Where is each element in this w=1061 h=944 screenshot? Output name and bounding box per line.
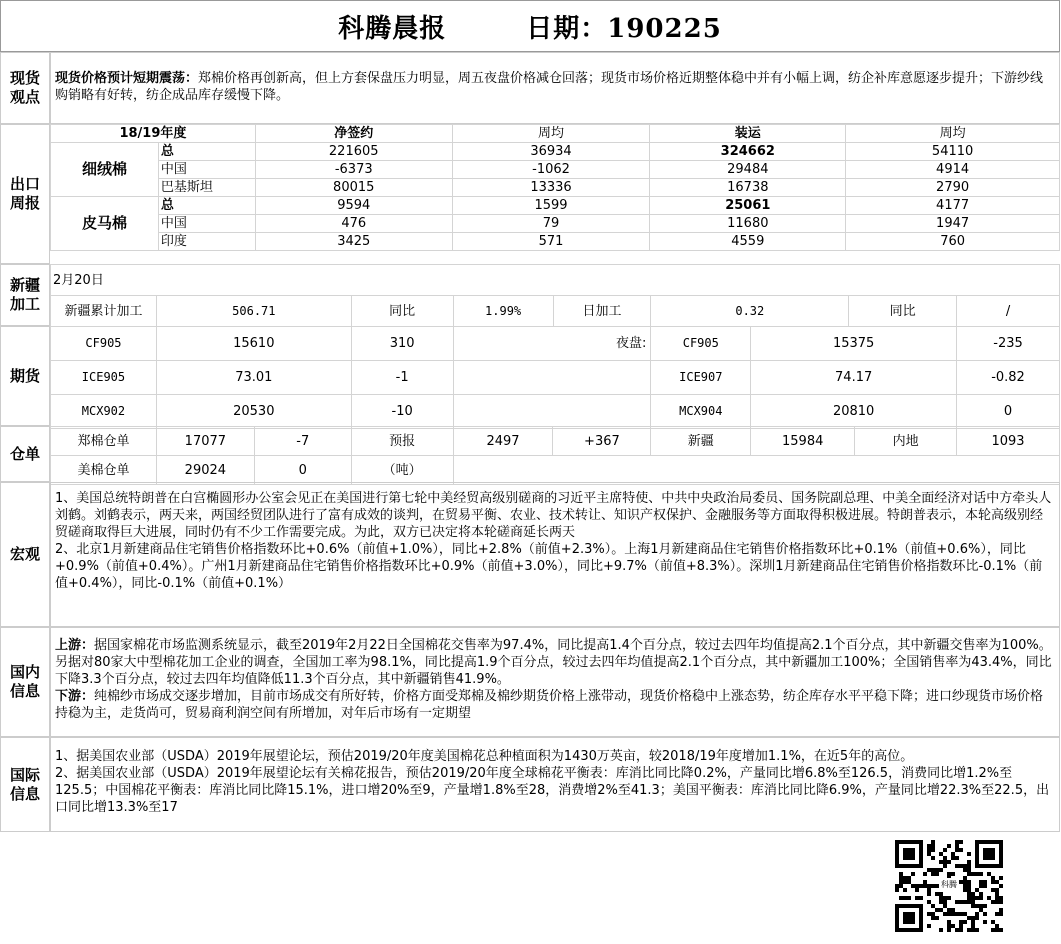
- xinjiang-day-value: 0.32: [651, 296, 849, 327]
- domestic-upstream-label: 上游：: [55, 638, 95, 653]
- export-week2: 4914: [846, 161, 1060, 179]
- warehouse-zc-label: 郑棉仓单: [51, 427, 157, 456]
- export-week1: 36934: [452, 143, 650, 161]
- futures-night-price: 15375: [751, 327, 957, 361]
- export-ship: 16738: [650, 179, 846, 197]
- spot-body: 郑棉价格再创新高，但上方套保盘压力明显，周五夜盘价格减仓回落；现货市场价格近期整体稳中并有小幅上调，纺企补库意愿逐步提升；下游纱线购销略有好转，纺企成品库存缓慢下降。: [55, 71, 1044, 103]
- export-net: 80015: [255, 179, 452, 197]
- export-week2: 4177: [846, 197, 1060, 215]
- warehouse-us-value: 29024: [156, 456, 254, 485]
- spot-headline: 现货价格预计短期震荡：: [55, 71, 199, 86]
- export-ship: 25061: [650, 197, 846, 215]
- futures-night-change: 0: [957, 395, 1060, 429]
- export-group-fine: 细绒棉: [51, 143, 159, 197]
- report-date: 日期：190225: [526, 13, 722, 44]
- futures-change: -10: [351, 395, 453, 429]
- export-country: 印度: [158, 233, 255, 251]
- futures-change: 310: [351, 327, 453, 361]
- futures-night-change: -235: [957, 327, 1060, 361]
- macro-text: [55, 490, 1055, 592]
- warehouse-xinjiang-label: 新疆: [651, 427, 751, 456]
- futures-contract: ICE905: [51, 361, 157, 395]
- futures-night-price: 20810: [751, 395, 957, 429]
- macro-item: 2、北京1月新建商品住宅销售价格指数环比+0.6%（前值+1.0%），同比+2.8%（前值+2.3%）。上海1月新建商品住宅销售价格指数环比+0.1%（前值+0.6%），同比+0.9%（前值+0.4%）。广州1月新建商品住宅销售价格指数环比+0.9%（前值+3.0%），同比+9.7%（前值+8.3%）。深圳1月新建商品住宅销售价格指数环比-0.1%（前值+0.4%），同比-0.1%（前值+0.1%）: [55, 542, 1043, 591]
- export-week1: 13336: [452, 179, 650, 197]
- intl-item: 1、据美国农业部（USDA）2019年展望论坛，预估2019/20年度美国棉花总种植面积为1430万英亩，较2018/19年度增加1.1%，在近5年的高位。: [55, 749, 914, 764]
- export-week2: 1947: [846, 215, 1060, 233]
- section-label-warehouse: 仓单: [0, 426, 50, 482]
- domestic-downstream-label: 下游：: [55, 689, 95, 704]
- warehouse-table: [50, 426, 1060, 485]
- export-ship: 29484: [650, 161, 846, 179]
- export-country: 中国: [158, 161, 255, 179]
- export-country: 总: [158, 197, 255, 215]
- xinjiang-cum-label: 新疆累计加工: [51, 296, 157, 327]
- export-header-net: 净签约: [255, 125, 452, 143]
- export-header-week2: 周均: [846, 125, 1060, 143]
- futures-price: 73.01: [156, 361, 351, 395]
- export-ship: 11680: [650, 215, 846, 233]
- warehouse-forecast-value: 2497: [453, 427, 553, 456]
- warehouse-xinjiang-value: 15984: [751, 427, 855, 456]
- warehouse-forecast-label: 预报: [351, 427, 453, 456]
- spot-view-text: [55, 70, 1055, 104]
- warehouse-zc-value: 17077: [156, 427, 254, 456]
- export-table: [50, 124, 1060, 251]
- futures-change: -1: [351, 361, 453, 395]
- intl-item: 2、据美国农业部（USDA）2019年展望论坛有关棉花报告，预估2019/20年度全球棉花平衡表：库消比同比降0.2%，产量同比增6.8%至126.5，消费同比增1.2%至125.5；中国棉花平衡表：库消比同比降15.1%，进口增20%至9，产量增1.8%至28，消费增2%至41.3；美国平衡表：库消比同比降6.9%，产量同比增22.3%至22.5，出口同比增13.3%至17: [55, 766, 1050, 815]
- xinjiang-yoy2-label: 同比: [849, 296, 957, 327]
- report-header: [0, 0, 1060, 52]
- export-ship: 324662: [650, 143, 846, 161]
- intl-text: [55, 748, 1055, 816]
- section-label-macro: 宏观: [0, 482, 50, 627]
- warehouse-inland-label: 内地: [855, 427, 957, 456]
- domestic-upstream-text: 据国家棉花市场监测系统显示，截至2019年2月22日全国棉花交售率为97.4%，同比提高1.4个百分点，较过去四年均值提高2.1个百分点，其中新疆交售率为100%。另据对80家大中型棉花加工企业的调查，全国加工率为98.1%，同比提高1.9个百分点，较过去四年均值提高2.1个百分点，其中新疆加工100%；全国销售率为43.4%，同比下降3.3个百分点，较过去四年均值降低11.3个百分点，其中新疆销售41.9%。: [55, 638, 1052, 687]
- xinjiang-yoy2-value: /: [957, 296, 1060, 327]
- xinjiang-yoy-label: 同比: [351, 296, 453, 327]
- futures-night-contract: ICE907: [651, 361, 751, 395]
- xinjiang-date: 2月20日: [51, 265, 1060, 296]
- export-week1: 1599: [452, 197, 650, 215]
- warehouse-forecast-change: +367: [553, 427, 651, 456]
- warehouse-zc-change: -7: [254, 427, 351, 456]
- xinjiang-table: [50, 264, 1060, 327]
- macro-item: 1、美国总统特朗普在白宫椭圆形办公室会见正在美国进行第七轮中美经贸高级别磋商的习近平主席特使、中共中央政治局委员、国务院副总理、中美全面经济对话中方牵头人刘鹤。刘鹤表示，两天来，两国经贸团队进行了富有成效的谈判，在贸易平衡、农业、技术转让、知识产权保护、金融服务等方面取得积极进展。特朗普表示，本轮高级别经贸磋商取得巨大进展，同时仍有不少工作需要完成。为此，双方已决定将本轮磋商延长两天: [55, 491, 1052, 540]
- futures-night-label: 夜盘:: [553, 327, 651, 361]
- export-header-ship: 装运: [650, 125, 846, 143]
- futures-night-change: -0.82: [957, 361, 1060, 395]
- export-net: -6373: [255, 161, 452, 179]
- export-week1: 79: [452, 215, 650, 233]
- export-ship: 4559: [650, 233, 846, 251]
- warehouse-unit: （吨）: [351, 456, 453, 485]
- domestic-text: [55, 637, 1055, 722]
- export-week2: 54110: [846, 143, 1060, 161]
- export-net: 3425: [255, 233, 452, 251]
- export-country: 总: [158, 143, 255, 161]
- xinjiang-day-label: 日加工: [553, 296, 651, 327]
- futures-price: 20530: [156, 395, 351, 429]
- qr-code-icon: [895, 840, 1003, 932]
- futures-night-price: 74.17: [751, 361, 957, 395]
- futures-night-contract: CF905: [651, 327, 751, 361]
- warehouse-us-change: 0: [254, 456, 351, 485]
- warehouse-us-label: 美棉仓单: [51, 456, 157, 485]
- domestic-downstream-text: 纯棉纱市场成交逐步增加，目前市场成交有所好转，价格方面受郑棉及棉纱期货价格上涨带动，现货价格稳中上涨态势，纺企库存水平平稳下降；进口纱现货市场价格持稳为主，走货尚可，贸易商利润空间有所增加，对年后市场有一定期望: [55, 689, 1044, 721]
- export-group-pima: 皮马棉: [51, 197, 159, 251]
- export-week1: 571: [452, 233, 650, 251]
- section-label-domestic: 国内 信息: [0, 627, 50, 737]
- futures-contract: CF905: [51, 327, 157, 361]
- export-week2: 2790: [846, 179, 1060, 197]
- xinjiang-yoy-value: 1.99%: [453, 296, 553, 327]
- futures-table: [50, 326, 1060, 429]
- section-label-intl: 国际 信息: [0, 737, 50, 832]
- xinjiang-cum-value: 506.71: [156, 296, 351, 327]
- report-title: 科腾晨报: [338, 13, 447, 44]
- export-header-week1: 周均: [452, 125, 650, 143]
- section-label-spot: 现货 观点: [0, 52, 50, 124]
- export-country: 中国: [158, 215, 255, 233]
- export-week2: 760: [846, 233, 1060, 251]
- futures-night-contract: MCX904: [651, 395, 751, 429]
- export-net: 221605: [255, 143, 452, 161]
- section-label-xinjiang: 新疆 加工: [0, 264, 50, 326]
- section-label-export: 出口 周报: [0, 124, 50, 264]
- export-net: 9594: [255, 197, 452, 215]
- futures-contract: MCX902: [51, 395, 157, 429]
- export-country: 巴基斯坦: [158, 179, 255, 197]
- warehouse-inland-value: 1093: [957, 427, 1060, 456]
- export-net: 476: [255, 215, 452, 233]
- export-header-season: 18/19年度: [51, 125, 256, 143]
- qr-center-text: 科腾: [939, 878, 959, 892]
- futures-price: 15610: [156, 327, 351, 361]
- section-label-futures: 期货: [0, 326, 50, 426]
- export-week1: -1062: [452, 161, 650, 179]
